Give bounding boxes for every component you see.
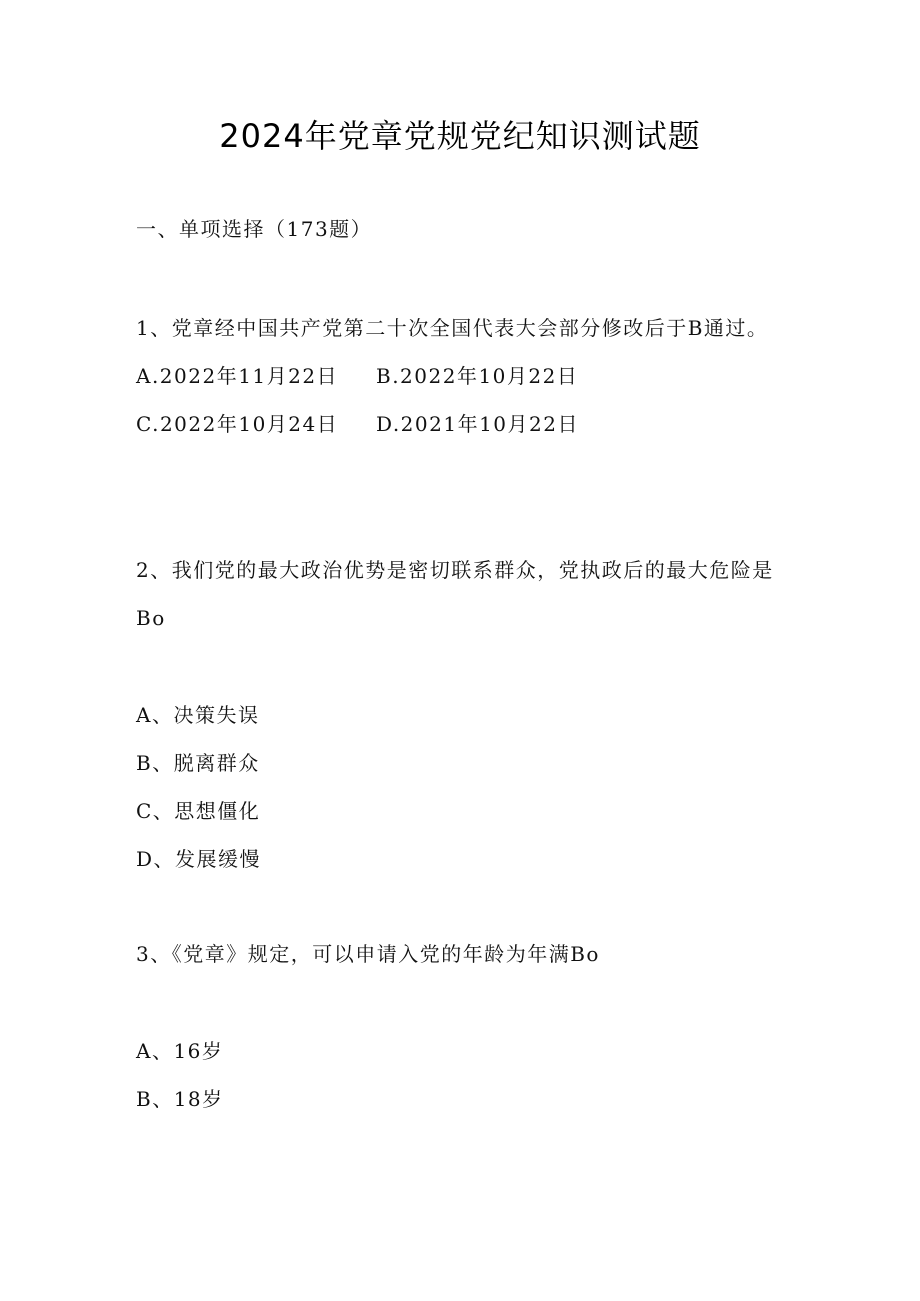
section-heading: 一、单项选择（173题） bbox=[136, 217, 373, 241]
document-title: 2024年党章党规党纪知识测试题 bbox=[219, 117, 701, 155]
question-1-option-d: D.2021年10月22日 bbox=[376, 412, 579, 436]
question-1-option-b: B.2022年10月22日 bbox=[376, 364, 579, 388]
question-1-option-a: A.2022年11月22日 bbox=[136, 364, 339, 388]
question-2-option-d: D、发展缓慢 bbox=[136, 847, 262, 871]
question-3-option-a: A、16岁 bbox=[136, 1039, 224, 1063]
question-1-option-c: C.2022年10月24日 bbox=[136, 412, 339, 436]
question-2-option-a: A、决策失误 bbox=[136, 703, 260, 727]
question-2-text-line-1: 2、我们党的最大政治优势是密切联系群众，党执政后的最大危险是 bbox=[136, 558, 774, 582]
question-3-option-b: B、18岁 bbox=[136, 1087, 224, 1111]
question-2-option-c: C、思想僵化 bbox=[136, 799, 261, 823]
question-3-text: 3、《党章》规定，可以申请入党的年龄为年满Bo bbox=[136, 942, 600, 966]
question-2-text-line-2: Bo bbox=[136, 606, 166, 630]
question-1-text: 1、党章经中国共产党第二十次全国代表大会部分修改后于B通过。 bbox=[136, 316, 769, 340]
question-2-option-b: B、脱离群众 bbox=[136, 751, 260, 775]
